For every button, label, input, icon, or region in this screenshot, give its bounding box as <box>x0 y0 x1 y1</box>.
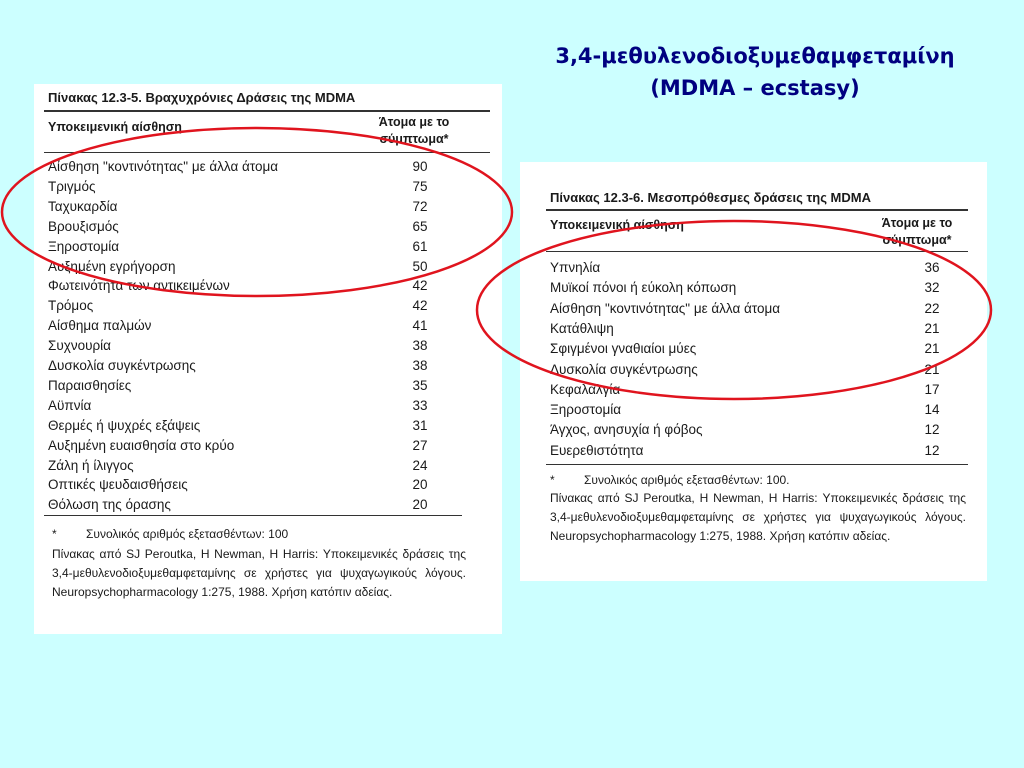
table-row <box>48 197 488 217</box>
table-row <box>48 257 488 277</box>
row-value: 41 <box>412 318 428 334</box>
table-row <box>550 360 970 380</box>
table-bottom-rule <box>44 515 462 516</box>
row-label: Βρουξισμός <box>48 218 119 234</box>
table-bottom-rule <box>546 464 968 465</box>
row-value: 27 <box>412 437 428 453</box>
row-value: 50 <box>412 258 428 274</box>
table-row <box>48 237 488 257</box>
row-label: Άγχος, ανησυχία ή φόβος <box>550 422 703 438</box>
row-label: Αυξημένη εγρήγορση <box>48 258 176 274</box>
column-header-count-line-1: Άτομα με το <box>881 216 953 230</box>
row-value: 20 <box>412 477 428 493</box>
table-row <box>48 396 488 416</box>
row-label: Δυσκολία συγκέντρωσης <box>48 358 196 373</box>
column-header-count <box>870 215 964 249</box>
table-row <box>550 319 970 339</box>
row-value: 21 <box>924 320 940 336</box>
row-value: 17 <box>924 381 940 397</box>
table-row <box>550 339 970 359</box>
slide-title-line-2: (MDMA – ecstasy) <box>650 76 860 100</box>
row-value: 75 <box>412 178 428 194</box>
table-row <box>48 475 488 495</box>
table-row <box>550 420 970 440</box>
row-value: 21 <box>924 361 940 377</box>
row-label: Υπνηλία <box>550 260 601 275</box>
footnote-star: * <box>52 527 57 541</box>
table-row <box>48 436 488 456</box>
table-row <box>550 380 970 400</box>
column-header-count-line-1: Άτομα με το <box>378 115 450 129</box>
table-row <box>48 336 488 356</box>
row-value: 38 <box>412 338 428 354</box>
row-label: Αίσθημα παλμών <box>48 318 152 334</box>
row-label: Σφιγμένοι γναθιαίοι μύες <box>550 341 697 357</box>
row-value: 65 <box>412 218 428 234</box>
row-label: Αίσθηση "κοντινότητας" με άλλα άτομα <box>550 300 781 316</box>
row-value: 12 <box>924 422 940 438</box>
table-top-rule <box>546 209 968 211</box>
row-label: Τρόμος <box>48 298 94 314</box>
row-label: Αυξημένη ευαισθησία στο κρύο <box>48 437 235 453</box>
table-row <box>48 416 488 436</box>
table-row <box>550 299 970 319</box>
medium-term-effects-table <box>520 162 987 581</box>
table-row <box>48 157 488 177</box>
row-label: Θερμές ή ψυχρές εξάψεις <box>48 417 201 433</box>
row-value: 38 <box>412 358 428 373</box>
row-value: 90 <box>412 159 428 174</box>
row-label: Ξηροστομία <box>550 402 622 418</box>
row-value: 72 <box>412 198 428 214</box>
row-label: Ζάλη ή ίλιγγος <box>48 457 134 473</box>
row-value: 31 <box>412 417 428 433</box>
row-value: 61 <box>412 238 428 254</box>
row-value: 14 <box>924 402 940 418</box>
header-rule <box>44 152 490 153</box>
table-source: Πίνακας από SJ Peroutka, H Newman, H Harris: Υποκειμενικές δράσεις της 3,4-μεθυλενοδιοξυμεθαμφεταμίνης σε χρήστες για ψυχαγωγικούς λόγους. Neuropsychopharmacology 1:275, 1988. Χρήση κατόπιν αδείας. <box>550 491 966 543</box>
row-value: 42 <box>412 298 428 314</box>
row-label: Φωτεινότητα των αντικειμένων <box>48 278 230 294</box>
table-top-rule <box>44 110 490 112</box>
table-row <box>48 296 488 316</box>
row-value: 12 <box>924 442 940 458</box>
row-label: Κατάθλιψη <box>550 320 614 336</box>
row-value: 33 <box>412 397 428 413</box>
table-row <box>48 316 488 336</box>
short-term-effects-table <box>34 84 502 634</box>
table-row <box>48 495 488 515</box>
column-header-sensation: Υποκειμενική αίσθηση <box>48 120 182 134</box>
row-value: 21 <box>924 341 940 357</box>
footnote-text: Συνολικός αριθμός εξετασθέντων: 100 <box>86 527 289 541</box>
row-label: Θόλωση της όρασης <box>48 497 171 513</box>
row-label: Κεφαλαλγία <box>550 381 621 397</box>
row-label: Ταχυκαρδία <box>48 198 118 214</box>
table-row <box>48 356 488 376</box>
table-row <box>550 441 970 461</box>
table-row <box>48 456 488 476</box>
row-label: Τριγμός <box>48 178 96 194</box>
column-header-count-line-2: σύμπτωμα* <box>882 233 952 247</box>
header-rule <box>546 251 968 252</box>
table-row <box>550 278 970 298</box>
row-label: Μυϊκοί πόνοι ή εύκολη κόπωση <box>550 280 737 296</box>
row-value: 42 <box>412 278 428 294</box>
table-row <box>48 217 488 237</box>
row-label: Συχνουρία <box>48 338 111 354</box>
table-caption: Πίνακας 12.3-6. Μεσοπρόθεσμες δράσεις της MDMA <box>550 190 871 205</box>
row-label: Οπτικές ψευδαισθήσεις <box>48 477 188 493</box>
slide-title-line-1: 3,4-μεθυλενοδιοξυμεθαμφεταμίνη <box>555 44 955 68</box>
row-value: 20 <box>412 497 428 513</box>
column-header-sensation: Υποκειμενική αίσθηση <box>550 218 684 232</box>
table-source: Πίνακας από SJ Peroutka, H Newman, H Harris: Υποκειμενικές δράσεις της 3,4-μεθυλενοδιοξυμεθαμφεταμίνης σε χρήστες για ψυχαγωγικούς λόγους. Neuropsychopharmacology 1:275, 1988. Χρήση κατόπιν αδείας. <box>52 547 466 599</box>
row-label: Ξηροστομία <box>48 238 120 254</box>
row-value: 22 <box>924 300 940 316</box>
table-row <box>550 258 970 278</box>
row-label: Αίσθηση "κοντινότητας" με άλλα άτομα <box>48 159 279 174</box>
column-header-count-line-2: σύμπτωμα* <box>379 132 449 146</box>
table-row <box>48 177 488 197</box>
row-value: 32 <box>924 280 940 296</box>
slide-title <box>520 40 990 104</box>
column-header-count <box>364 114 464 148</box>
table-caption: Πίνακας 12.3-5. Βραχυχρόνιες Δράσεις της MDMA <box>48 90 356 105</box>
row-label: Αϋπνία <box>48 397 92 413</box>
footnote-text: Συνολικός αριθμός εξετασθέντων: 100. <box>584 473 790 487</box>
table-row <box>550 400 970 420</box>
row-value: 35 <box>412 377 428 393</box>
footnote-star: * <box>550 473 555 487</box>
row-label: Παραισθησίες <box>48 377 132 393</box>
table-row <box>48 276 488 296</box>
table-row <box>48 376 488 396</box>
row-value: 24 <box>412 457 428 473</box>
row-value: 36 <box>924 260 940 275</box>
row-label: Δυσκολία συγκέντρωσης <box>550 361 698 377</box>
row-label: Ευερεθιστότητα <box>550 442 644 458</box>
